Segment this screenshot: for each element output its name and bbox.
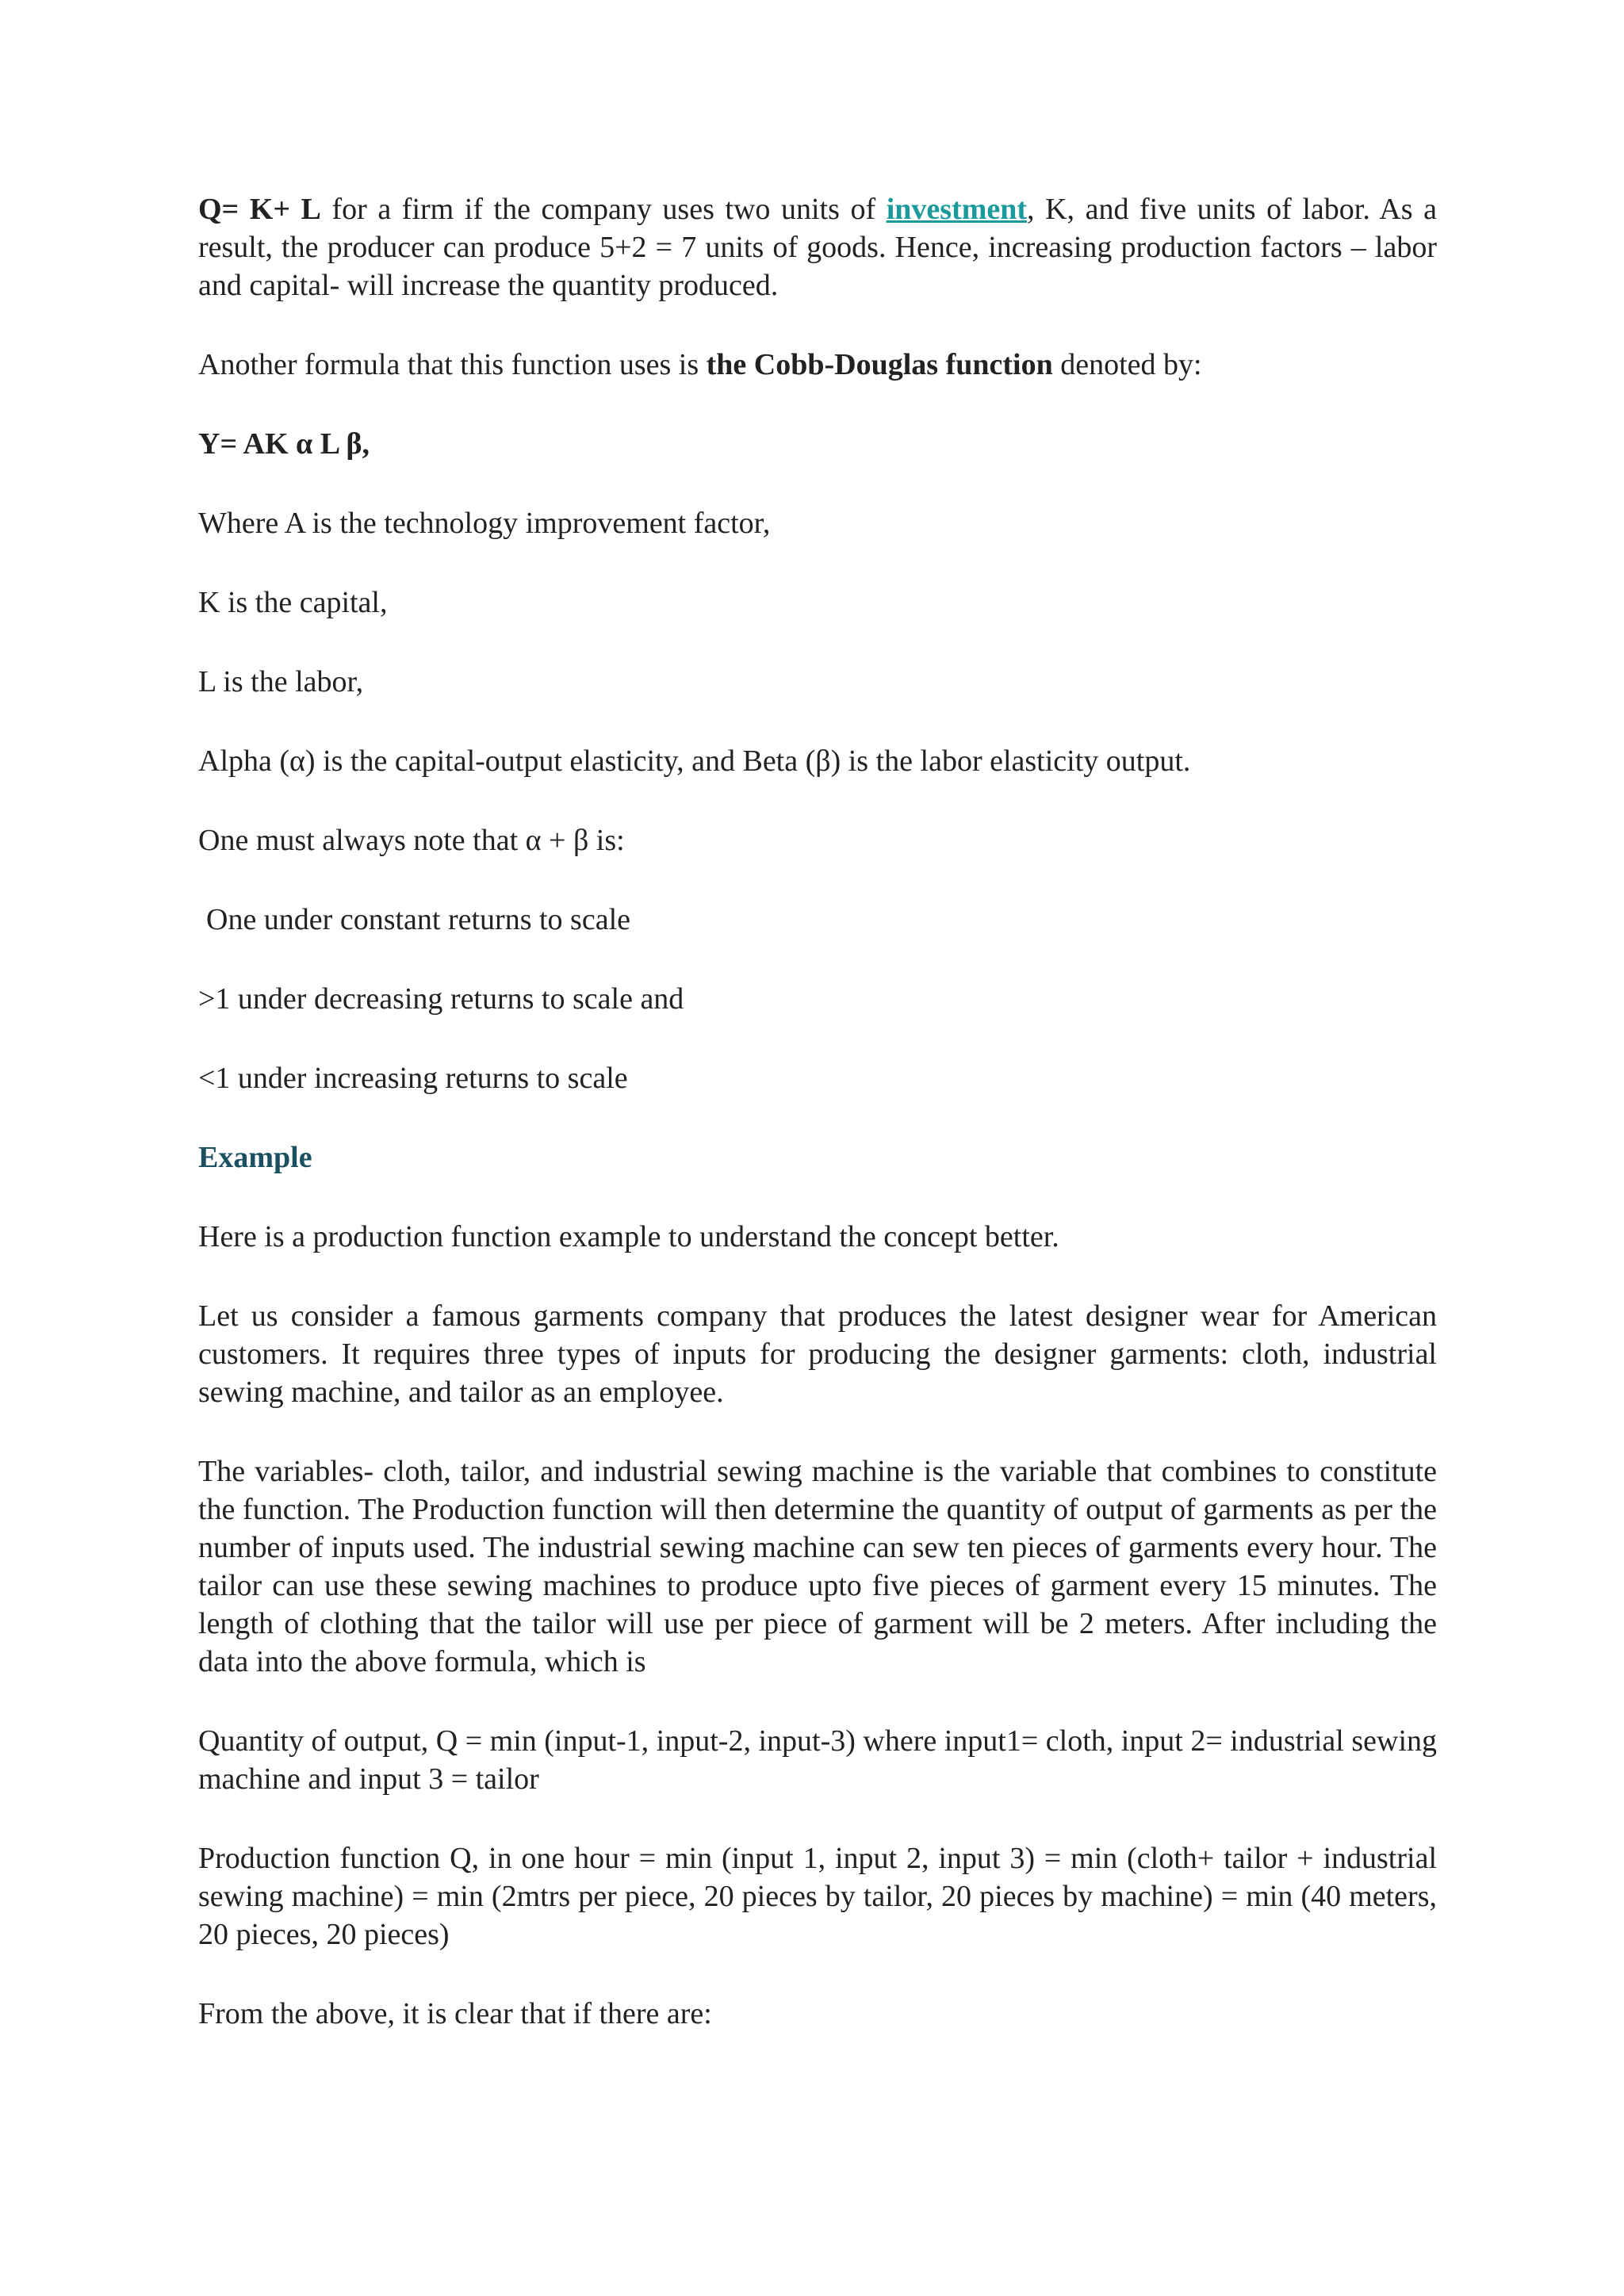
formula-cobb-douglas: Y= AK α L β, (198, 427, 370, 461)
example-paragraph-conclusion: From the above, it is clear that if there are: (198, 1997, 712, 2030)
text-segment: denoted by: (1052, 348, 1202, 381)
case-increasing-returns: <1 under increasing returns to scale (198, 1062, 628, 1095)
paragraph-linear-function (198, 190, 1437, 304)
example-paragraph-quantity: Quantity of output, Q = min (input-1, input-2, input-3) where input1= cloth, input 2= industrial sewing machine and input 3 = tailor (198, 1724, 1437, 1796)
example-paragraph-company: Let us consider a famous garments company that produces the latest designer wear for American customers. It requires three types of inputs for producing the designer garments: cloth, industrial sewing machine, and tailor as an employee. (198, 1299, 1437, 1409)
example-paragraph-variables: The variables- cloth, tailor, and industrial sewing machine is the variable that combines to constitute the function. The Production function will then determine the quantity of output of garments as per the number of inputs used. The industrial sewing machine can sew ten pieces of garments every hour. The tailor can use these sewing machines to produce upto five pieces of garment every 15 minutes. The length of clothing that the tailor will use per piece of garment will be 2 meters. After including the data into the above formula, which is (198, 1455, 1437, 1678)
section-heading-example: Example (198, 1141, 312, 1174)
text-segment: , K, and five units of labor. As a result, the producer can produce 5+2 = 7 units of goods. Hence, increasing production factors – labor and capital- will increase the quantity produced. (198, 193, 1437, 302)
text-segment: Another formula that this function uses is (198, 348, 707, 381)
investment-link[interactable]: investment (886, 193, 1027, 226)
case-decreasing-returns: >1 under decreasing returns to scale and (198, 982, 684, 1016)
formula-linear: Q= K+ L (198, 193, 321, 226)
definition-a: Where A is the technology improvement factor, (198, 507, 771, 540)
case-constant-returns: One under constant returns to scale (206, 903, 630, 936)
text-segment: for a firm if the company uses two units of (320, 193, 887, 226)
document-page (198, 190, 1437, 2074)
example-intro: Here is a production function example to understand the concept better. (198, 1220, 1059, 1253)
definition-k: K is the capital, (198, 586, 388, 619)
definition-l: L is the labor, (198, 665, 364, 698)
cobb-douglas-term: the Cobb-Douglas function (706, 348, 1053, 381)
definition-alpha-beta: Alpha (α) is the capital-output elasticity, and Beta (β) is the labor elasticity output. (198, 744, 1191, 778)
paragraph-cobb-douglas-intro (198, 346, 1437, 384)
returns-note: One must always note that α + β is: (198, 824, 625, 857)
example-paragraph-production: Production function Q, in one hour = min (input 1, input 2, input 3) = min (cloth+ tailor + industrial sewing machine) = min (2mtrs per piece, 20 pieces by tailor, 20 pieces by machine) = min (40 meters, 20 pieces, 20 pieces) (198, 1842, 1437, 1951)
